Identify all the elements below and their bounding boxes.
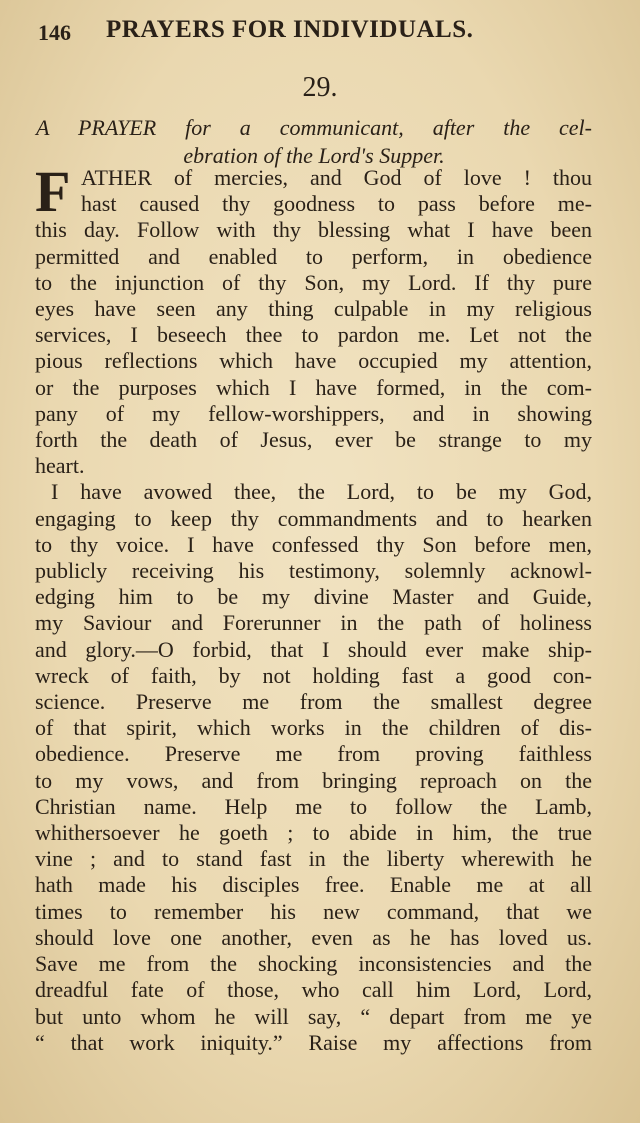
text-line: hast caused thy goodness to pass before me- (81, 191, 592, 217)
text-line: Christian name. Help me to follow the Lamb, (35, 793, 592, 819)
section-number: 29. (302, 72, 338, 103)
text-line: “ that work iniquity.” Raise my affections from (35, 1029, 592, 1055)
text-line: publicly receiving his testimony, solemnly acknowl- (35, 558, 592, 584)
text-line: engaging to keep thy commandments and to hearken (35, 505, 592, 531)
text-line: eyes have seen any thing culpable in my religious (35, 296, 592, 322)
text-line: dreadful fate of those, who call him Lord, Lord, (35, 977, 592, 1003)
text-line: Save me from the shocking inconsistencies and the (35, 951, 592, 977)
text-line: vine ; and to stand fast in the liberty wherewith he (35, 846, 592, 872)
text-line: hath made his disciples free. Enable me at all (35, 872, 592, 898)
text-line: heart. (35, 453, 85, 479)
running-head: PRAYERS FOR INDIVIDUALS. (106, 16, 474, 43)
text-line: wreck of faith, by not holding fast a good con- (35, 662, 592, 688)
prayer-title (36, 114, 592, 170)
text-line: I have avowed thee, the Lord, to be my God, (51, 479, 592, 505)
page-number: 146 (38, 20, 71, 45)
title-line: ebration of the Lord's Supper. (183, 143, 445, 168)
text-line: forth the death of Jesus, ever be strange to my (35, 427, 592, 453)
text-line: pany of my fellow-worshippers, and in showing (35, 400, 592, 426)
text-line: but unto whom he will say, “ depart from me ye (35, 1003, 592, 1029)
text-line: to the injunction of thy Son, my Lord. If thy pure (35, 269, 592, 295)
text-line: or the purposes which I have formed, in the com- (35, 374, 592, 400)
text-line: whithersoever he goeth ; to abide in him, the true (35, 820, 592, 846)
text-line: should love one another, even as he has loved us. (35, 924, 592, 950)
title-line: A PRAYER for a communicant, after the cel- (36, 115, 592, 140)
text-line: services, I beseech thee to pardon me. Let not the (35, 322, 592, 348)
text-line: edging him to be my divine Master and Guide, (35, 584, 592, 610)
text-line: pious reflections which have occupied my attention, (35, 348, 592, 374)
text-line: of that spirit, which works in the children of dis- (35, 715, 592, 741)
text-line: science. Preserve me from the smallest degree (35, 689, 592, 715)
text-line: ATHER of mercies, and God of love ! thou (81, 165, 592, 190)
text-line: my Saviour and Forerunner in the path of holiness (35, 610, 592, 636)
text-line: to thy voice. I have confessed thy Son before men, (35, 531, 592, 557)
text-line: permitted and enabled to perform, in obedience (35, 243, 592, 269)
text-line: and glory.—O forbid, that I should ever make ship- (35, 636, 592, 662)
drop-cap: F (35, 159, 71, 224)
text-line: times to remember his new command, that we (35, 898, 592, 924)
text-line: this day. Follow with thy blessing what I have been (35, 217, 592, 243)
text-line: to my vows, and from bringing reproach on the (35, 767, 592, 793)
text-line: obedience. Preserve me from proving faithless (35, 741, 592, 767)
body-text (35, 159, 592, 1056)
